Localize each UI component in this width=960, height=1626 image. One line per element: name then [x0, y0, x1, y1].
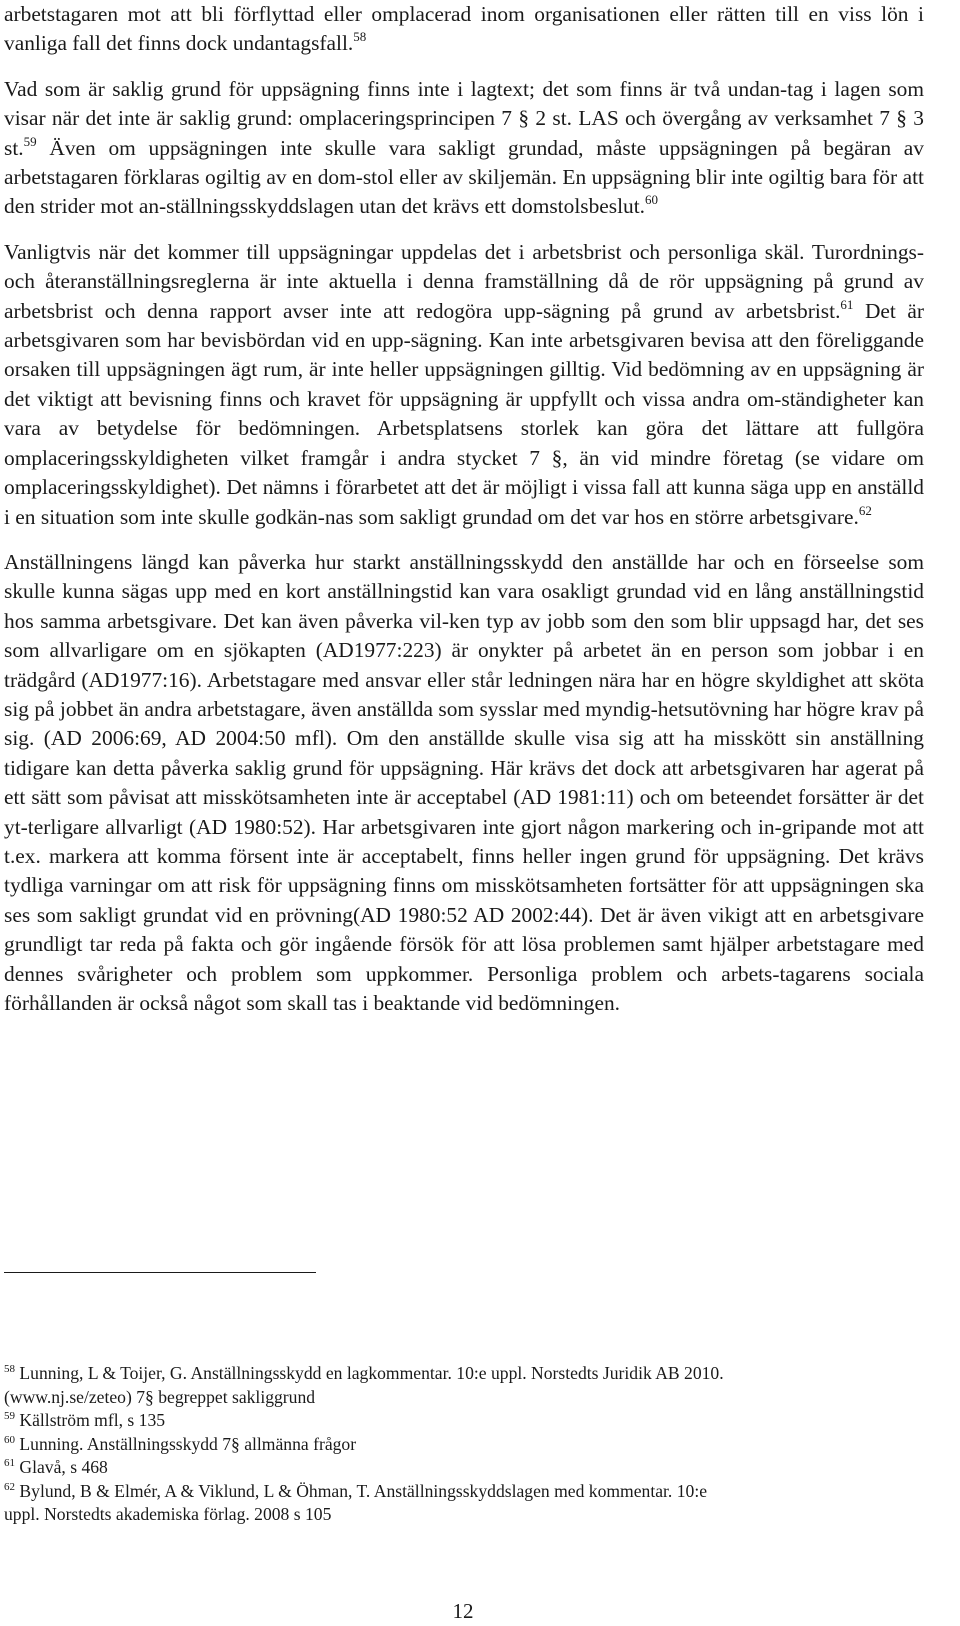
paragraph: [4, 75, 924, 222]
paragraph-text: Anställningens längd kan påverka hur starkt anställningsskydd den anställde har och en förseelse som skulle kunna sägas upp med en kort anställningstid kan vara osakligt grundad vid en lång anställningstid hos samma arbetsgivare. Det kan även påverka vil-ken typ av jobb som den som blir uppsagd har, det ses som allvarligare om en sjökapten (AD1977:223) är onykter på arbetet än en person som jobbar i en trädgård (AD1977:16). Arbetstagare med ansvar eller står ledningen nära har en högre skyldighet att sköta sig på jobbet än andra arbetstagare, även anställda som sysslar med myndig-hetsutövning har högre krav på sig. (AD 2006:69, AD 2004:50 mfl). Om den anställde skulle visa sig att ha misskött sin anställning tidigare kan detta påverka saklig grund för uppsägning. Här krävs det dock att arbetsgivaren har agerat på ett sätt som påvisat att misskötsamheten inte är acceptabel (AD 1981:11) och om beteendet forsätter är det yt-terligare allvarligt (AD 1980:52). Har arbetsgivaren inte gjort någon markering och in-gripande mot att t.ex. markera att komma försent inte är acceptabelt, finns heller ingen grund för uppsägning. Det krävs tydliga varningar om att risk för uppsägning finns om misskötsamheten fortsätter för att uppsägningen ska ses som sakligt grundat vid en prövning(AD 1980:52 AD 2002:44). Det är även vikigt att en arbetsgivare grundligt tar reda på fakta och gör ingående försök för att lösa problemen samt hjälper arbetstagare med dennes svårigheter och problem som uppkommer. Personliga problem och arbets-tagarens sociala förhållanden är också något som skall tas i beaktande vid bedömningen.: [4, 549, 924, 1015]
paragraph-text: Även om uppsägningen inte skulle vara sakligt grundad, måste uppsägningen på begäran av arbetstagaren förklaras ogiltig av en dom-stol eller av skiljemän. En uppsägning blir inte ogiltig bara för att den strider mot an-ställningsskyddslagen utan det krävs ett domstolsbeslut.: [4, 135, 924, 219]
footnote-number: 58: [4, 1363, 15, 1375]
body-text: [4, 0, 924, 1034]
footnote-text: Källström mfl, s 135: [19, 1410, 166, 1430]
footnote-reference: 61: [840, 296, 854, 312]
footnote-number: 62: [4, 1480, 15, 1493]
paragraph-text: Vanligtvis när det kommer till uppsägningar uppdelas det i arbetsbrist och personliga skäl. Turordnings- och återanställningsreglerna är inte aktuella i denna framställning då de rör uppsägning på grund av arbetsbrist och denna rapport avser inte att redogöra upp-sägning på grund av arbetsbrist.: [4, 239, 924, 323]
footnote-line: [4, 1456, 924, 1480]
footnote-line: [4, 1433, 924, 1457]
footnote-text: Glavå, s 468: [19, 1457, 108, 1477]
paragraph-text: Det är arbetsgivaren som har bevisbördan vid en upp-sägning. Kan inte arbetsgivaren bevisa att den föreliggande orsaken till uppsägningen ägt rum, är inte heller uppsägningen gilltig. Vid bedömning av en uppsägning är det viktigt att bevisning finns och kravet för uppsägning är uppfyllt och vissa andra om-ständigheter kan vara av betydelse för bedömningen. Arbetsplatsens storlek kan göra det lättare att fullgöra omplaceringsskyldigheten vilket framgår i andra stycket 7 §, än vid mindre företag (se vidare om omplaceringsskyldighet). Det nämns i förarbetet att det är möjligt i vissa fall att kunna säga upp en anställd i en situation som inte skulle godkän-nas som sakligt grundad om det var hos en större arbetsgivare.: [4, 298, 925, 529]
footnote-reference: 58: [353, 29, 367, 45]
footnote-text: (www.nj.se/zeteo) 7§ begreppet sakliggrund: [4, 1386, 316, 1407]
footnote-number: 59: [4, 1410, 15, 1422]
footnotes: [4, 1362, 924, 1527]
footnote-text: uppl. Norstedts akademiska förlag. 2008 s 105: [4, 1504, 332, 1524]
footnote-line: [4, 1386, 924, 1410]
footnote-line: [4, 1503, 924, 1527]
paragraph: [4, 238, 924, 532]
footnote-line: [4, 1362, 924, 1386]
footnote-number: 61: [4, 1457, 15, 1469]
footnote-text: Lunning, L & Toijer, G. Anställningsskydd en lagkommentar. 10:e uppl. Norstedts Juridik AB 2010.: [19, 1363, 724, 1383]
footnote-line: [4, 1409, 924, 1433]
paragraph: [4, 0, 924, 59]
page-number: 12: [452, 1599, 474, 1623]
footnote-line: [4, 1480, 924, 1504]
footnote-reference: 62: [858, 502, 872, 518]
footnote-reference: 59: [23, 133, 37, 149]
footnote-number: 60: [4, 1433, 15, 1446]
paragraph-text: arbetstagaren mot att bli förflyttad eller omplacerad inom organisationen eller rätten till en viss lön i vanliga fall det finns dock undantagsfall.: [4, 2, 924, 56]
footnote-text: Bylund, B & Elmér, A & Viklund, L & Öhman, T. Anställningsskyddslagen med kommentar. 10:e: [19, 1480, 708, 1501]
paragraph-text: Vad som är saklig grund för uppsägning finns inte i lagtext; det som finns är två undan-tag i lagen som visar när det inte är saklig grund: omplaceringsprincipen 7 § 2 st. LAS och övergång av verksamhet 7 § 3 st.: [4, 76, 924, 160]
footnote-reference: 60: [645, 192, 659, 208]
paragraph: [4, 548, 924, 1019]
footnote-text: Lunning. Anställningsskydd 7§ allmänna frågor: [19, 1433, 357, 1454]
footnote-separator: [4, 1272, 316, 1273]
